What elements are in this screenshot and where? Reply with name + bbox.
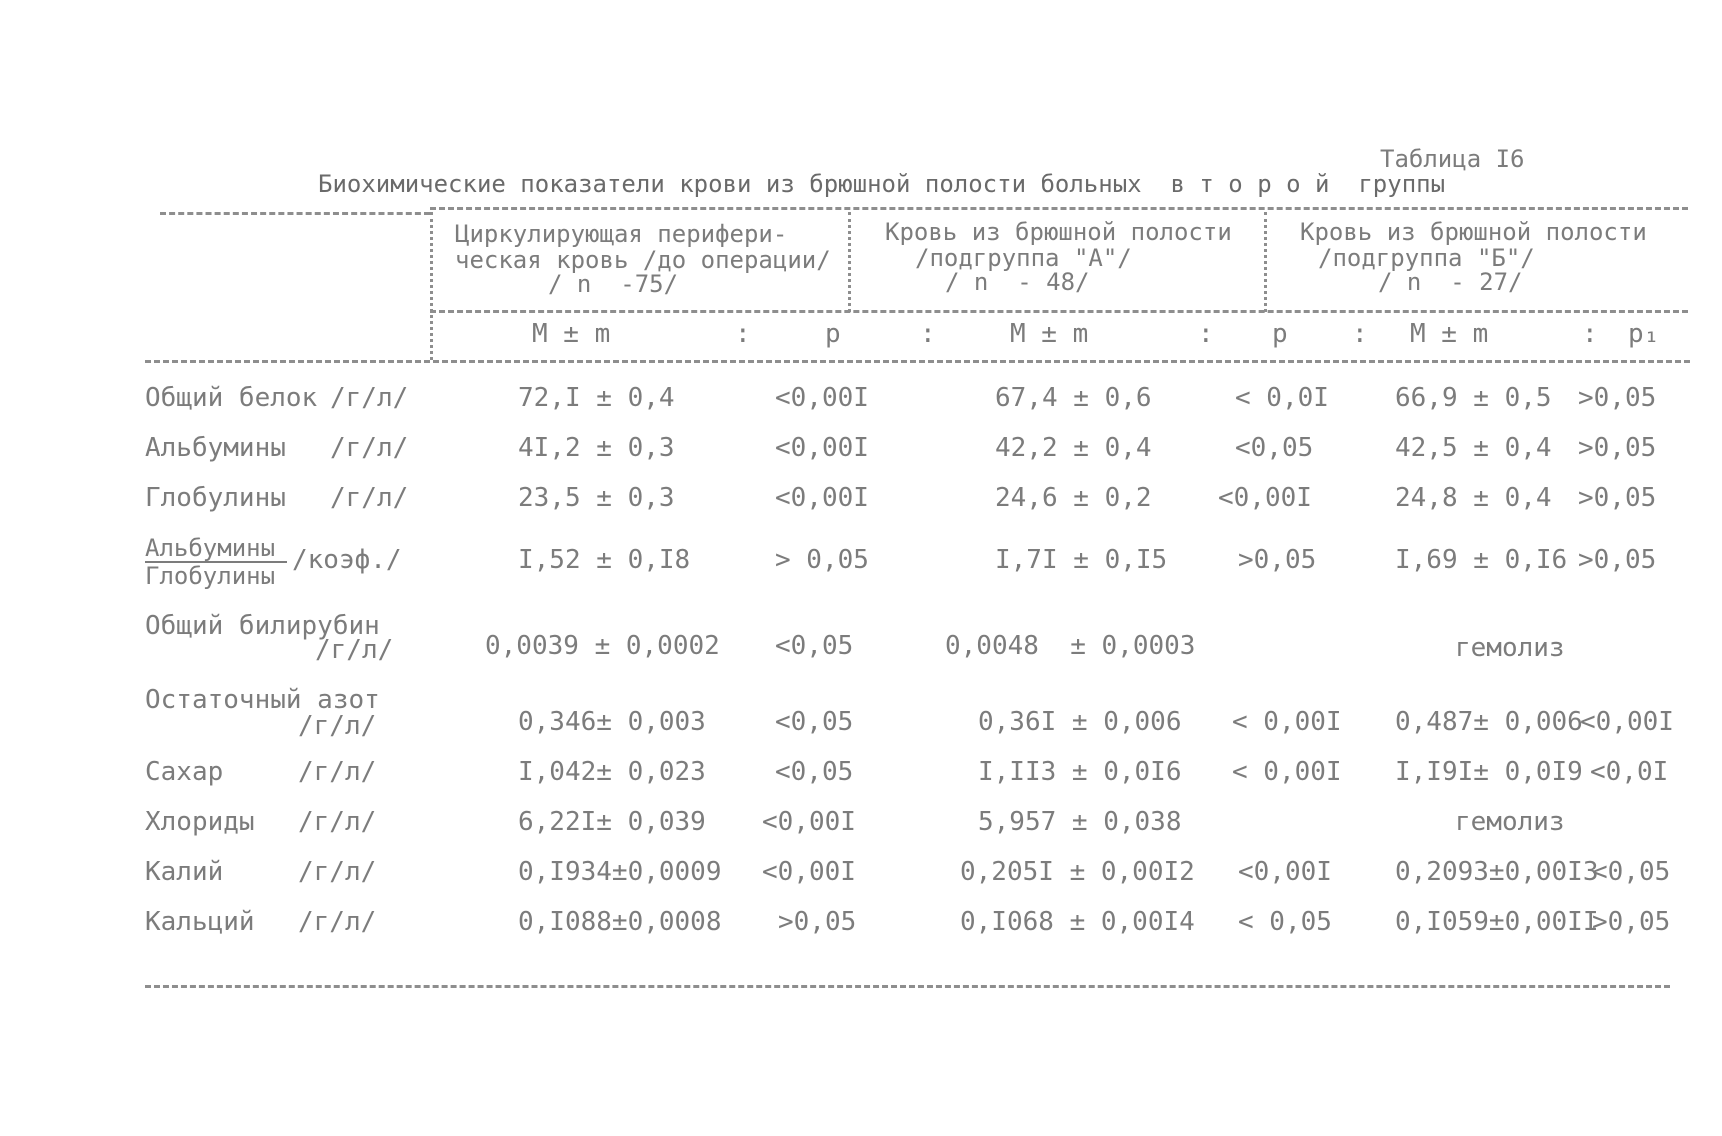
row-1-m3: 66,9 ± 0,5 [1395, 383, 1552, 413]
group-header-3-line3: / n - 27/ [1378, 268, 1523, 296]
group-header-1-line3: / n -75/ [548, 270, 679, 298]
subheader-sep2: : [920, 319, 936, 349]
row-4-unit: /коэф./ [292, 545, 402, 575]
row-8-name: Хлориды [145, 807, 255, 837]
subheader-p1: p [825, 319, 841, 349]
row-7-p3: <0,0I [1590, 757, 1669, 787]
row-7-unit: /г/л/ [298, 757, 377, 787]
row-7-m3: I,I9I± 0,0I9 [1395, 757, 1583, 787]
subheader-sep4: : [1352, 319, 1368, 349]
row-2-p2: <0,05 [1235, 433, 1314, 463]
row-1-m1: 72,I ± 0,4 [518, 383, 675, 413]
row-3-m1: 23,5 ± 0,3 [518, 483, 675, 513]
rule-bottom [145, 985, 1670, 988]
row-4-m2: I,7I ± 0,I5 [995, 545, 1168, 575]
row-4-name-numerator: Альбумины [145, 534, 276, 562]
row-6-name: Остаточный азот [145, 685, 380, 715]
row-10-m2: 0,I068 ± 0,00I4 [960, 907, 1195, 937]
row-3-m3: 24,8 ± 0,4 [1395, 483, 1552, 513]
row-9-p3: <0,05 [1592, 857, 1671, 887]
subheader-m1: M ± m [532, 319, 611, 349]
row-5-name: Общий билирубин [145, 611, 380, 641]
row-1-m2: 67,4 ± 0,6 [995, 383, 1152, 413]
row-2-p1: <0,00I [775, 433, 869, 463]
row-9-m2: 0,205I ± 0,00I2 [960, 857, 1195, 887]
row-5-unit: /г/л/ [315, 635, 394, 665]
row-9-name: Калий [145, 857, 224, 887]
row-8-m3: гемолиз [1455, 807, 1565, 837]
group-divider-3 [1264, 212, 1267, 312]
row-7-m2: I,II3 ± 0,0I6 [978, 757, 1182, 787]
row-5-m2: 0,0048 ± 0,0003 [945, 631, 1196, 661]
row-2-p3: >0,05 [1578, 433, 1657, 463]
table-label: Таблица I6 [1380, 145, 1525, 173]
row-4-m1: I,52 ± 0,I8 [518, 545, 691, 575]
group-header-2-line2: /подгруппа "А"/ [915, 244, 1132, 272]
row-4-m3: I,69 ± 0,I6 [1395, 545, 1568, 575]
group-header-1-line2: ческая кровь /до операции/ [455, 246, 831, 274]
subheader-p2: p [1272, 319, 1288, 349]
row-10-unit: /г/л/ [298, 907, 377, 937]
row-5-m3: гемолиз [1455, 633, 1565, 663]
subheader-p3: p₁ [1628, 319, 1660, 349]
row-10-p3: >0,05 [1592, 907, 1671, 937]
rule-top-left [160, 212, 430, 215]
row-3-unit: /г/л/ [330, 483, 409, 513]
row-6-p1: <0,05 [775, 707, 854, 737]
row-10-p2: < 0,05 [1238, 907, 1332, 937]
row-6-p2: < 0,00I [1232, 707, 1342, 737]
subheader-sep1: : [735, 319, 751, 349]
group-header-1-line1: Циркулирующая перифери- [455, 220, 788, 248]
row-2-m1: 4I,2 ± 0,3 [518, 433, 675, 463]
row-9-p1: <0,00I [762, 857, 856, 887]
row-2-m3: 42,5 ± 0,4 [1395, 433, 1552, 463]
subheader-sep5: : [1582, 319, 1598, 349]
row-5-p1: <0,05 [775, 631, 854, 661]
table-title: Биохимические показатели крови из брюшной полости больных в т о р о й группы [318, 170, 1446, 198]
row-7-name: Сахар [145, 757, 224, 787]
rule-mid [430, 310, 1688, 313]
group-header-3-line2: /подгруппа "Б"/ [1318, 244, 1535, 272]
row-10-name: Кальций [145, 907, 255, 937]
row-6-unit: /г/л/ [298, 711, 377, 741]
row-1-name: Общий белок [145, 383, 318, 413]
group-header-2-line1: Кровь из брюшной полости [885, 218, 1232, 246]
row-5-m1: 0,0039 ± 0,0002 [485, 631, 720, 661]
row-1-p3: >0,05 [1578, 383, 1657, 413]
row-2-unit: /г/л/ [330, 433, 409, 463]
row-6-m2: 0,36I ± 0,006 [978, 707, 1182, 737]
row-6-m3: 0,487± 0,006 [1395, 707, 1583, 737]
row-3-p1: <0,00I [775, 483, 869, 513]
row-8-p1: <0,00I [762, 807, 856, 837]
row-8-unit: /г/л/ [298, 807, 377, 837]
row-9-unit: /г/л/ [298, 857, 377, 887]
row-4-name-denominator: Глобулины [145, 562, 276, 590]
row-2-name: Альбумины [145, 433, 286, 463]
row-8-m1: 6,22I± 0,039 [518, 807, 706, 837]
row-6-p3: <0,00I [1580, 707, 1674, 737]
row-3-name: Глобулины [145, 483, 286, 513]
row-1-p2: < 0,0I [1235, 383, 1329, 413]
row-3-p3: >0,05 [1578, 483, 1657, 513]
subheader-m2: M ± m [1010, 319, 1089, 349]
row-9-m3: 0,2093±0,00I3 [1395, 857, 1599, 887]
subheader-m3: M ± m [1410, 319, 1489, 349]
row-2-m2: 42,2 ± 0,4 [995, 433, 1152, 463]
row-4-p2: >0,05 [1238, 545, 1317, 575]
group-header-2-line3: / n - 48/ [945, 268, 1090, 296]
row-10-m1: 0,I088±0,0008 [518, 907, 722, 937]
group-divider-1 [430, 212, 433, 360]
group-divider-2 [848, 212, 851, 312]
rule-header-bottom [145, 360, 1690, 363]
row-10-p1: >0,05 [778, 907, 857, 937]
row-4-p1: > 0,05 [775, 545, 869, 575]
row-1-unit: /г/л/ [330, 383, 409, 413]
row-7-m1: I,042± 0,023 [518, 757, 706, 787]
row-9-m1: 0,I934±0,0009 [518, 857, 722, 887]
row-9-p2: <0,00I [1238, 857, 1332, 887]
row-6-m1: 0,346± 0,003 [518, 707, 706, 737]
row-10-m3: 0,I059±0,00II [1395, 907, 1599, 937]
row-7-p2: < 0,00I [1232, 757, 1342, 787]
row-3-m2: 24,6 ± 0,2 [995, 483, 1152, 513]
subheader-sep3: : [1198, 319, 1214, 349]
row-1-p1: <0,00I [775, 383, 869, 413]
row-4-p3: >0,05 [1578, 545, 1657, 575]
row-8-m2: 5,957 ± 0,038 [978, 807, 1182, 837]
row-3-p2: <0,00I [1218, 483, 1312, 513]
row-7-p1: <0,05 [775, 757, 854, 787]
group-header-3-line1: Кровь из брюшной полости [1300, 218, 1647, 246]
rule-top-right [430, 207, 1688, 210]
